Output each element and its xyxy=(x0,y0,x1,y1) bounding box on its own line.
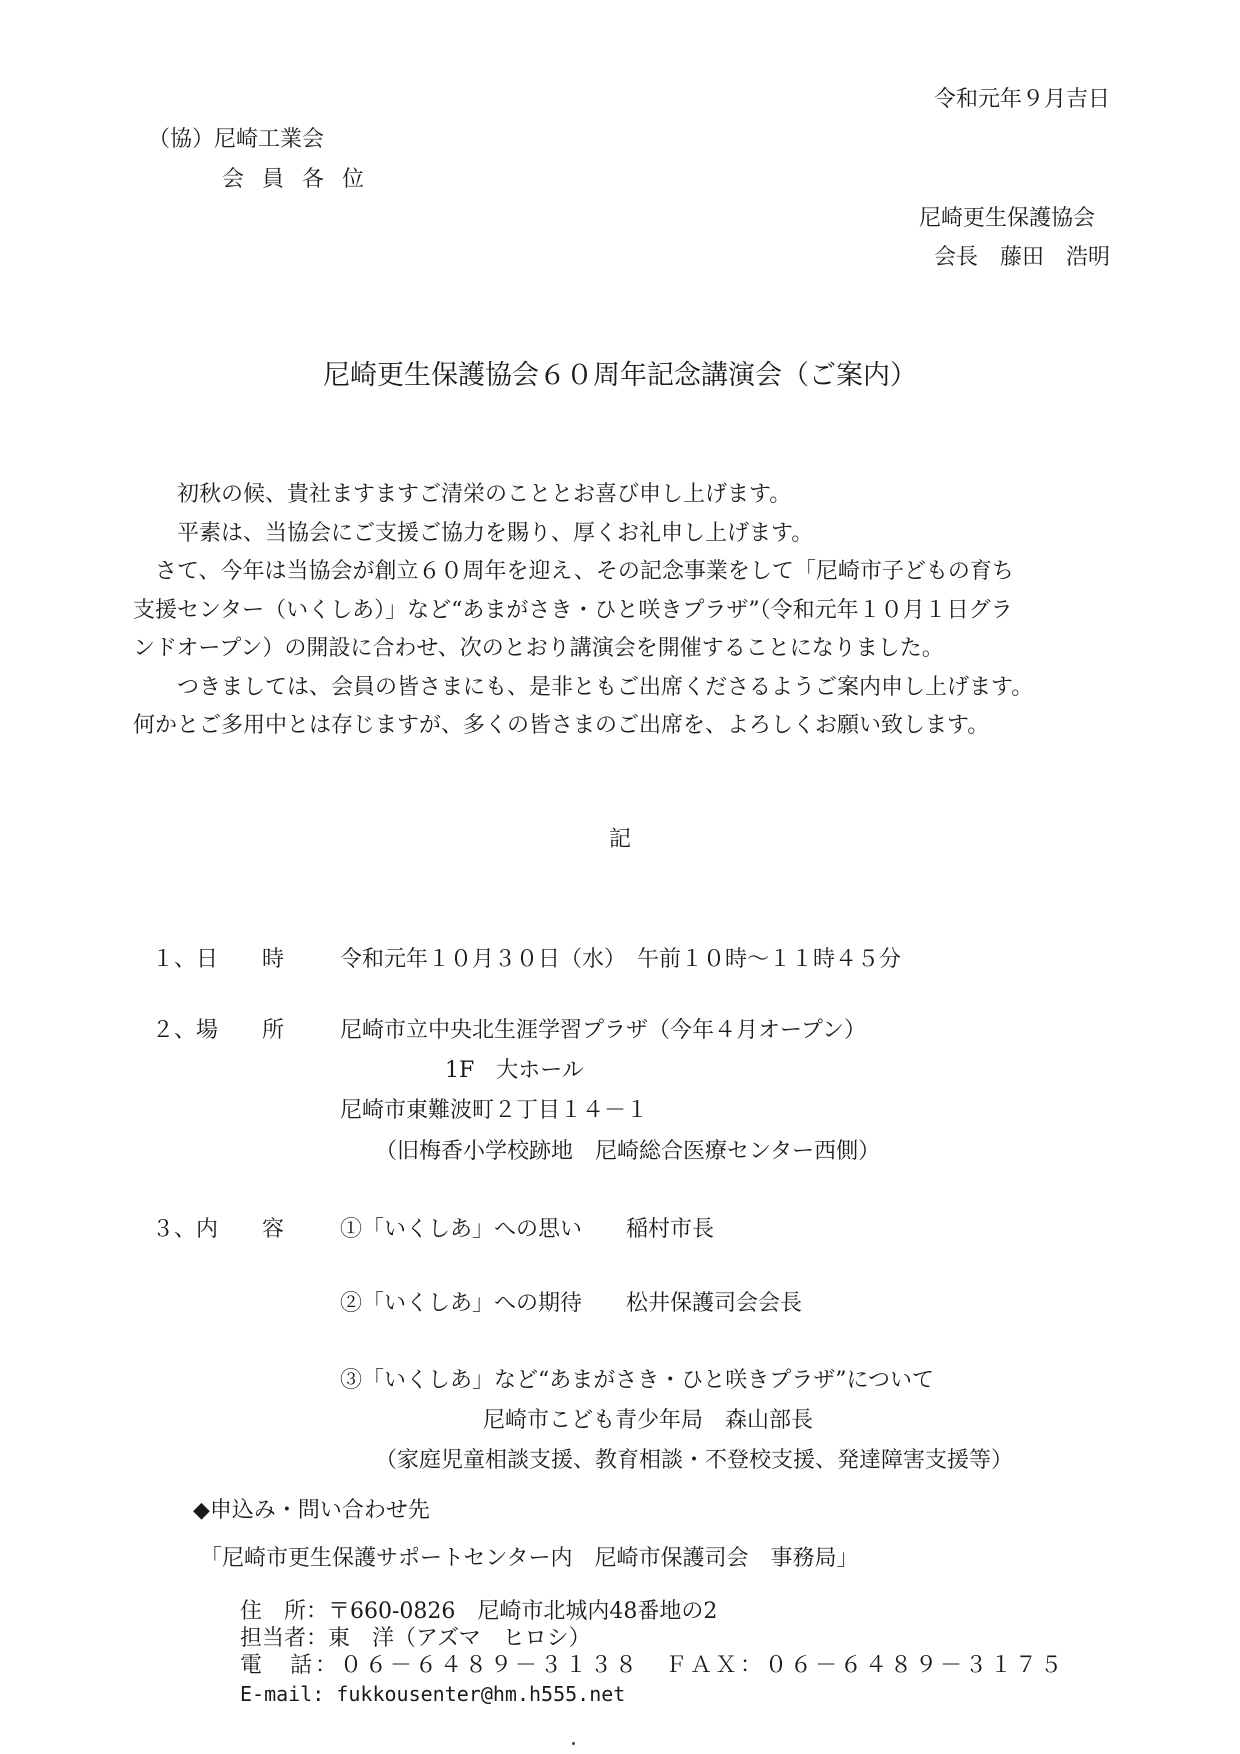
contact-email: E-mail: fukkousenter@hm.h555.net xyxy=(240,1682,626,1706)
issue-date: 令和元年９月吉日 xyxy=(933,87,1110,112)
content-item-1: ①「いくしあ」への思い 稲村市長 xyxy=(340,1217,715,1242)
contact-heading: ◆申込み・問い合わせ先 xyxy=(193,1498,430,1523)
document-title: 尼崎更生保護協会６０周年記念講演会（ご案内） xyxy=(323,360,917,391)
body-line: さて、今年は当協会が創立６０周年を迎え、その記念事業をして「尼崎市子どもの育ち xyxy=(155,559,1014,584)
venue-note: （旧梅香小学校跡地 尼崎総合医療センター西側） xyxy=(375,1139,881,1164)
body-line: 初秋の候、貴社ますますご清栄のこととお喜び申し上げます。 xyxy=(177,482,792,507)
contact-person: 担当者：東 洋（アズマ ヒロシ） xyxy=(240,1626,591,1651)
content-item-3-speaker: 尼崎市こども青少年局 森山部長 xyxy=(483,1408,814,1433)
recipient-members: 会員各位 xyxy=(222,167,383,192)
body-text xyxy=(133,476,1115,746)
body-line: 平素は、当協会にご支援ご協力を賜り、厚くお礼申し上げます。 xyxy=(177,520,814,546)
sender-organization: 尼崎更生保護協会 xyxy=(918,206,1095,231)
content-item-3-note: （家庭児童相談支援、教育相談・不登校支援、発達障害支援等） xyxy=(375,1448,1014,1473)
ki-heading: 記 xyxy=(608,827,631,852)
sender-name: 会長 藤田 浩明 xyxy=(933,245,1110,270)
content-item-2: ②「いくしあ」への期待 松井保護司会会長 xyxy=(340,1291,803,1316)
content-label: ３、内 容 xyxy=(152,1217,285,1242)
datetime-value: 令和元年１０月３０日（水） 午前１０時～１１時４５分 xyxy=(340,947,902,972)
venue-room: 1F 大ホール xyxy=(445,1058,584,1083)
body-line: ンドオープン）の開設に合わせ、次のとおり講演会を開催することになりました。 xyxy=(133,636,944,661)
body-line: つきましては、会員の皆さまにも、是非ともご出席くださるようご案内申し上げます。 xyxy=(177,674,1034,700)
body-line: 何かとご多用中とは存じますが、多くの皆さまのご出席を、よろしくお願い致します。 xyxy=(133,713,990,738)
body-line: 支援センター（いくしあ）」など“あまがさき・ひと咲きプラザ”（令和元年１０月１日グラ xyxy=(133,597,1013,623)
recipient-organization: （協）尼崎工業会 xyxy=(148,127,325,152)
contact-office: 「尼崎市更生保護サポートセンター内 尼崎市保護司会 事務局」 xyxy=(200,1546,859,1571)
contact-phone: 電 話：０６－６４８９－３１３８ ＦＡＸ：０６－６４８９－３１７５ xyxy=(240,1653,1066,1678)
scan-speck xyxy=(572,1742,575,1745)
datetime-label: １、日 時 xyxy=(152,947,285,972)
contact-address: 住 所：〒660-0826 尼崎市北城内48番地の2 xyxy=(240,1599,718,1624)
content-item-3: ③「いくしあ」など“あまがさき・ひと咲きプラザ”について xyxy=(340,1368,935,1393)
venue-address: 尼崎市東難波町２丁目１４－１ xyxy=(340,1098,649,1123)
venue-name: 尼崎市立中央北生涯学習プラザ（今年４月オープン） xyxy=(340,1018,867,1043)
venue-label: ２、場 所 xyxy=(152,1018,285,1043)
